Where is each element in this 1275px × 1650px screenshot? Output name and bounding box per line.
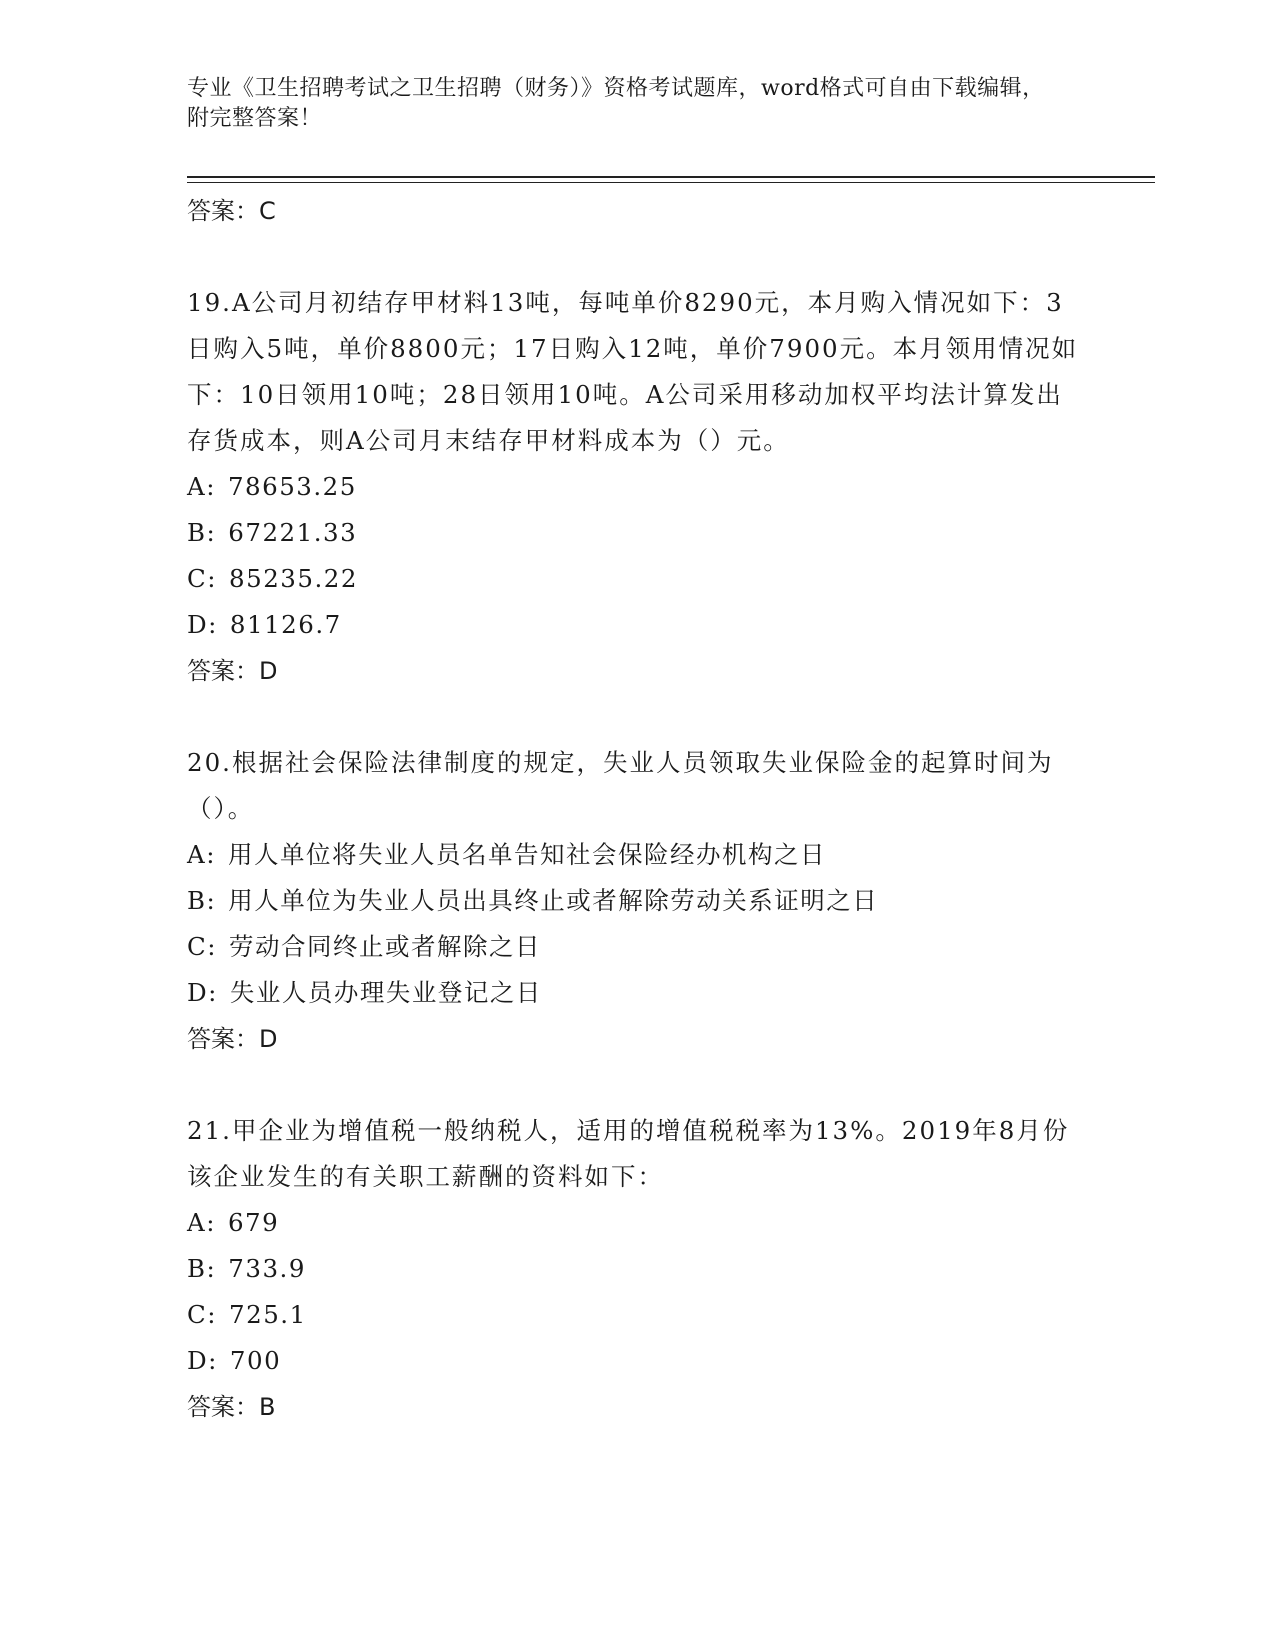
option-letter: A: <box>187 472 216 501</box>
option-letter: B: <box>187 886 217 915</box>
answer-18: 答案：C <box>187 197 276 225</box>
option-a <box>187 832 1087 878</box>
option-text: 劳动合同终止或者解除之日 <box>229 932 542 961</box>
option-text: 失业人员办理失业登记之日 <box>229 978 542 1007</box>
question-block-19 <box>187 280 1087 694</box>
option-letter: A: <box>187 1208 216 1237</box>
option-text: 用人单位为失业人员出具终止或者解除劳动关系证明之日 <box>228 886 879 915</box>
option-text: 700 <box>229 1346 282 1375</box>
option-letter: D: <box>187 1346 218 1375</box>
document-header: 专业《卫生招聘考试之卫生招聘（财务）》资格考试题库，word格式可自由下载编辑，附完整答案！ <box>187 76 1045 131</box>
option-d <box>187 1338 1087 1384</box>
option-c <box>187 556 1087 602</box>
option-text: 679 <box>227 1208 280 1237</box>
option-text: 67221.33 <box>228 518 358 547</box>
option-a <box>187 1200 1087 1246</box>
option-d <box>187 970 1087 1016</box>
option-text: 用人单位将失业人员名单告知社会保险经办机构之日 <box>227 840 826 869</box>
question-20-text: 20.根据社会保险法律制度的规定，失业人员领取失业保险金的起算时间为（）。 <box>187 748 1054 823</box>
option-letter: C: <box>187 564 218 593</box>
option-text: 733.9 <box>228 1254 306 1283</box>
option-letter: C: <box>187 932 218 961</box>
option-letter: B: <box>187 518 217 547</box>
answer-19: 答案：D <box>187 657 278 685</box>
question-list <box>187 188 1087 1430</box>
question-block-21 <box>187 1108 1087 1430</box>
answer-20: 答案：D <box>187 1025 278 1053</box>
option-letter: B: <box>187 1254 217 1283</box>
header-divider-thick <box>187 176 1155 178</box>
option-b <box>187 1246 1087 1292</box>
option-c <box>187 924 1087 970</box>
option-letter: D: <box>187 978 218 1007</box>
option-text: 78653.25 <box>227 472 357 501</box>
option-text: 81126.7 <box>229 610 342 639</box>
question-21-text: 21.甲企业为增值税一般纳税人，适用的增值税税率为13%。2019年8月份该企业发生的有关职工薪酬的资料如下： <box>187 1116 1070 1191</box>
option-letter: C: <box>187 1300 218 1329</box>
option-text: 85235.22 <box>229 564 358 593</box>
option-b <box>187 878 1087 924</box>
option-d <box>187 602 1087 648</box>
option-text: 725.1 <box>229 1300 307 1329</box>
option-a <box>187 464 1087 510</box>
answer-21: 答案：B <box>187 1393 276 1421</box>
question-block-20 <box>187 740 1087 1062</box>
option-letter: A: <box>187 840 216 869</box>
option-b <box>187 510 1087 556</box>
option-c <box>187 1292 1087 1338</box>
question-19-text: 19.A公司月初结存甲材料13吨，每吨单价8290元，本月购入情况如下：3日购入5吨，单价8800元；17日购入12吨，单价7900元。本月领用情况如下：10日领用10吨；28日领用10吨。A公司采用移动加权平均法计算发出存货成本，则A公司月末结存甲材料成本为（）元。 <box>187 288 1079 455</box>
option-letter: D: <box>187 610 218 639</box>
header-divider-thin <box>187 182 1155 183</box>
